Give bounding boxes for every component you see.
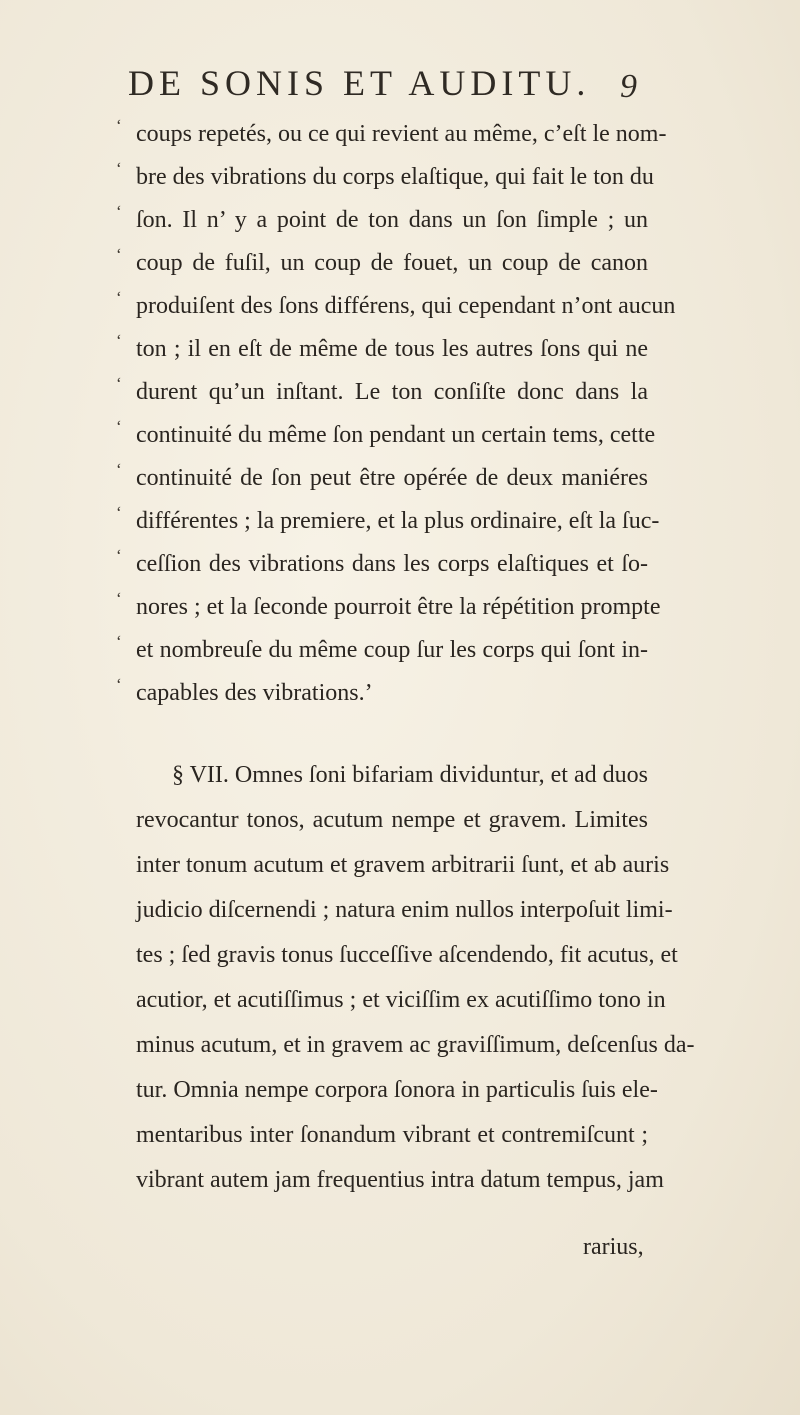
text-line (0, 1113, 800, 1157)
line-text: et nombreuſe du même coup ſur les corps qui ſont in- (136, 637, 648, 663)
quote-mark: ‘ (116, 675, 122, 694)
running-head: DE SONIS ET AUDITU. (128, 63, 591, 103)
line-text: continuité de ſon peut être opérée de deux maniéres (136, 465, 648, 491)
line-text: mentaribus inter ſonandum vibrant et contremiſcunt ; (136, 1122, 648, 1148)
quote-mark: ‘ (116, 116, 122, 135)
line-text: revocantur tonos, acutum nempe et gravem. Limites (136, 807, 648, 833)
line-text: judicio diſcernendi ; natura enim nullos interpoſuit limi- (136, 897, 673, 923)
quote-mark: ‘ (116, 632, 122, 651)
line-text: tes ; ſed gravis tonus ſucceſſive aſcendendo, fit acutus, et (136, 942, 678, 968)
line-text: différentes ; la premiere, et la plus ordinaire, eſt la ſuc- (136, 508, 660, 534)
text-line (0, 1068, 800, 1112)
quote-mark: ‘ (116, 374, 122, 393)
text-line (0, 798, 800, 842)
line-text: ſon. Il n’ y a point de ton dans un ſon ſimple ; un (136, 207, 648, 233)
text-line (0, 978, 800, 1022)
text-line (0, 888, 800, 932)
line-text: capables des vibrations.’ (136, 680, 373, 706)
text-line (0, 1023, 800, 1067)
line-text: continuité du même ſon pendant un certain tems, cette (136, 422, 656, 448)
text-line (0, 671, 800, 715)
quote-mark: ‘ (116, 417, 122, 436)
page-number: 9 (620, 68, 637, 105)
line-text: durent qu’un inſtant. Le ton conſiſte donc dans la (136, 379, 648, 405)
quote-mark: ‘ (116, 288, 122, 307)
quote-mark: ‘ (116, 546, 122, 565)
text-line (0, 843, 800, 887)
quote-mark: ‘ (116, 460, 122, 479)
catchword: rarius, (583, 1234, 644, 1260)
text-line (0, 933, 800, 977)
quote-mark: ‘ (116, 503, 122, 522)
line-text: coups repetés, ou ce qui revient au même, c’eſt le nom- (136, 121, 667, 147)
line-text: acutior, et acutiſſimus ; et viciſſim ex acutiſſimo tono in (136, 987, 666, 1013)
text-line (0, 1158, 800, 1202)
quote-mark: ‘ (116, 331, 122, 350)
section-heading-line: § VII. Omnes ſoni bifariam dividuntur, et ad duos (172, 762, 648, 788)
line-text: minus acutum, et in gravem ac graviſſimum, deſcenſus da- (136, 1032, 695, 1058)
line-text: coup de fuſil, un coup de fouet, un coup de canon (136, 250, 648, 276)
line-text: tur. Omnia nempe corpora ſonora in particulis ſuis ele- (136, 1077, 658, 1103)
line-text: nores ; et la ſeconde pourroit être la répétition prompte (136, 594, 661, 620)
text-line (0, 753, 800, 797)
line-text: bre des vibrations du corps elaſtique, qui fait le ton du (136, 164, 654, 190)
line-text: vibrant autem jam frequentius intra datum tempus, jam (136, 1167, 664, 1193)
quote-mark: ‘ (116, 202, 122, 221)
line-text: ceſſion des vibrations dans les corps elaſtiques et ſo- (136, 551, 648, 577)
quote-mark: ‘ (116, 245, 122, 264)
line-text: inter tonum acutum et gravem arbitrarii ſunt, et ab auris (136, 852, 670, 878)
line-text: ton ; il en eſt de même de tous les autres ſons qui ne (136, 336, 648, 362)
quote-mark: ‘ (116, 589, 122, 608)
line-text: produiſent des ſons différens, qui cependant n’ont aucun (136, 293, 676, 319)
quote-mark: ‘ (116, 159, 122, 178)
